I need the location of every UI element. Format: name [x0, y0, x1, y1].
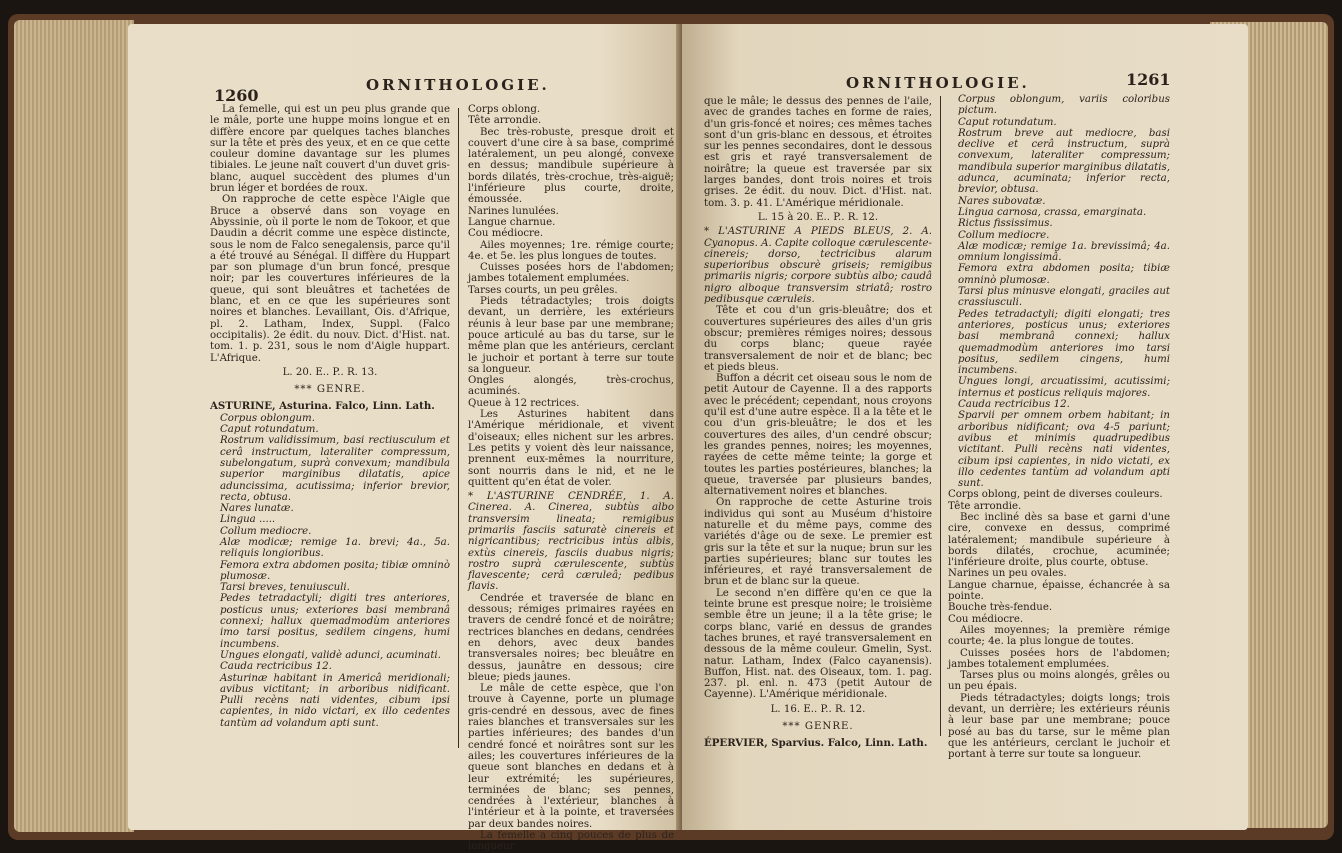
desc-line: Pieds tétradactyles; trois doigts devant, un derrière, les extérieurs réunis à leur base par une membrane; pouce articulé au bas du tarse, sur le même plan que les antérieurs, cerclant le juchoir et portant à terre sur toute sa longueur. — [468, 296, 674, 375]
desc-line: Langue charnue, épaisse, échancrée à sa pointe. — [948, 579, 1170, 603]
desc-line: Pieds tétradactyles; doigts longs; trois devant, un derrière; les extérieurs réunis à leur base par une membrane; pouce posé au bas du tarse, sur le même plan que les antérieurs, cerclant le juchoir et portant à terre sur toute sa longueur. — [948, 692, 1170, 761]
left-column-1 — [210, 104, 450, 729]
latin-line: Ungues longi, arcuatissimi, acutissimi; internus et posticus reliquis majores. — [958, 376, 1170, 399]
paragraph: Tête et cou d'un gris-bleuâtre; dos et couvertures supérieures des ailes d'un gris obscur; premières rémiges noires; dessous du corps blanc; queue rayée transversalement de noir et de blanc; bec et pieds bleus. — [704, 305, 932, 373]
desc-line: Tête arrondie. — [468, 115, 542, 127]
paragraph: La femelle, qui est un peu plus grande que le mâle, porte une huppe moins longue et en diffère encore par quelques taches blanches sur la tête et près des yeux, et en ce que cette couleur domine davantage sur les plumes tibiales. Le jeune naît couvert d'un duvet gris-blanc, auquel succèdent des plumes d'un brun léger et bordées de roux. — [210, 104, 450, 195]
column-rule — [940, 96, 941, 736]
latin-line: Rictus fississimus. — [958, 218, 1053, 230]
paragraph: Le mâle de cette espèce, que l'on trouve à Cayenne, porte un plumage gris-cendré en dessous, avec de fines raies blanches et transversales sur les parties inférieures; des bandes d'un cendré foncé et noirâtres sont sur les ailes; les couvertures inférieures de la queue sont blanches en dedans et à leur extrémité; les supérieures, terminées de blanc; ses pennes, cendrées à l'extérieur, blanches à l'intérieur et à la pointe, et traversées par deux bandes noires. — [468, 683, 674, 830]
paragraph: On rapproche de cette espèce l'Aigle que Bruce a observé dans son voyage en Abyssinie, où il porte le nom de Tokoor, et que Daudin a décrit comme une espèce distincte, sous le nom de Falco senegalensis, parce qu'il a été trouvé au Sénégal. Il diffère du Huppart par son plumage d'un brun foncé, presque noir; par les couvertures inférieures de la queue, qui sont bleuâtres et tachetées de blanc, et en ce que les supérieures sont noires et blanches. Levaillant, Ois. d'Afrique, pl. 2. Latham, Index, Suppl. (Falco occipitalis). 2e édit. du nouv. Dict. d'Hist. nat. tom. 1. p. 231, sous le nom d'Aigle huppart. L'Afrique. — [210, 194, 450, 364]
latin-line: Caput rotundatum. — [220, 424, 319, 436]
genre-heading: *** GENRE. — [294, 384, 366, 396]
right-page — [682, 24, 1248, 830]
paragraph: La femelle a cinq pouces de plus de longueur — [468, 830, 674, 853]
paragraph: que le mâle; le dessus des pennes de l'aile, avec de grandes taches en forme de raies, d'un gris-foncé et noires; ces mêmes taches sont d'un gris-blanc en dessous, et étroites sur les pennes secondaires, dont le dessous est gris et rayé transversalement de noirâtre; la queue est traversée par six larges bandes, dont trois noires et trois grises. 2e édit. du nouv. Dict. d'Hist. nat. tom. 3. p. 41. L'Amérique méridionale. — [704, 96, 932, 209]
desc-line: Cou médiocre. — [468, 228, 544, 240]
latin-line: Pedes tetradactyli; digiti elongati; tres anteriores, posticus unus; exteriores basi membranâ connexi; hallux quemadmodùm anteriores imo tarsi positus, sedilem cingens, humi incumbens. — [958, 308, 1170, 377]
latin-line: Cauda rectricibus 12. — [958, 399, 1070, 411]
latin-line: Tarsi plus minusve elongati, graciles aut crassiusculi. — [958, 286, 1170, 309]
desc-line: Langue charnue. — [468, 216, 556, 228]
desc-line: Ailes moyennes; 1re. rémige courte; 4e. et 5e. les plus longues de toutes. — [468, 239, 674, 262]
latin-line: Alæ modicæ; remige 1a. brevi; 4a., 5a. reliquis longioribus. — [220, 536, 450, 560]
latin-line: Cauda rectricibus 12. — [220, 661, 332, 673]
latin-line: Collum mediocre. — [958, 229, 1050, 241]
latin-line: Femora extra abdomen posita; tibiæ omninò plumosæ. — [220, 559, 450, 582]
latin-line: Nares subovatæ. — [958, 195, 1046, 207]
latin-line: Corpus oblongum, variis coloribus pictum. — [958, 94, 1170, 117]
desc-line: Bec incliné dès sa base et garni d'une cire, convexe en dessus, comprimé latéralement; mandibule supérieure à bords dilatés, crochue, acuminée; l'inférieure droite, plus courte, obtuse. — [948, 511, 1170, 569]
latin-line: Rostrum breve aut mediocre, basi declive et cerâ instructum, suprà convexum, lateraliter compressum; mandibula superior marginibus dilatatis, adunca, acuminata; inferior recta, brevior, obtusa. — [958, 127, 1170, 196]
desc-line: Ongles alongés, très-crochus, acuminés. — [468, 375, 674, 398]
latin-line: Pedes tetradactyli; digiti tres anteriores, posticus unus; exteriores basi membranâ connexi; hallux quemadmodùm anteriores imo tarsi positus, sedilem cingens, humi incumbens. — [220, 593, 450, 650]
measurement-ref: L. 16. E.. P.. R. 12. — [770, 703, 866, 715]
species-heading: * L'ASTURINE A PIEDS BLEUS, 2. A. Cyanopus. A. Capite colloque cærulescente-cinereis; dorso, tectricibus alarum superioribus obscurè griseis; remigibus primariis nigris; corpore subtùs albo; caudâ nigro alboque transversim striatâ; rostro pedibusque cæruleis. — [704, 226, 932, 306]
desc-line: Tarses courts, un peu grêles. — [468, 284, 618, 296]
latin-line: Lingua carnosa, crassa, emarginata. — [958, 206, 1147, 218]
latin-line: Ungues elongati, validè adunci, acuminati. — [220, 649, 441, 661]
left-page — [128, 24, 684, 853]
desc-line: Narines lunulées. — [468, 205, 559, 217]
latin-line: Tarsi breves, tenuiusculi. — [220, 582, 350, 594]
genus-heading: ÉPERVIER, Sparvius. Falco, Linn. Lath. — [704, 737, 928, 750]
genre-heading: *** GENRE. — [782, 721, 854, 733]
desc-line: Tarses plus ou moins alongés, grêles ou un peu épais. — [948, 670, 1170, 693]
right-column-1 — [704, 96, 932, 750]
desc-line: Les Asturines habitent dans l'Amérique méridionale, et vivent d'oiseaux; elles nichent sur les arbres. Les petits y voient dès leur naissance, prennent eux-mêmes la nourriture, sont nourris dans le nid, et ne le quittent qu'en état de voler. — [468, 409, 674, 488]
desc-line: Corps oblong, peint de diverses couleurs. — [948, 489, 1163, 501]
paragraph: Cendrée et traversée de blanc en dessous; rémiges primaires rayées en travers de cendré foncé et de noirâtre; rectrices blanches en dedans, cendrées en dehors, avec deux bandes transversales noires; bec bleuâtre en dessus, jaunâtre en dessous; cire bleue; pieds jaunes. — [468, 592, 674, 683]
desc-line: Cuisses posées hors de l'abdomen; jambes totalement emplumées. — [948, 647, 1170, 670]
latin-line: Femora extra abdomen posita; tibiæ omninò plumosæ. — [958, 263, 1170, 286]
desc-line: Cou médiocre. — [948, 613, 1024, 625]
latin-line: Asturinæ habitant in Americâ meridionali; avibus victitant; in arboribus nidificant. Pulli recèns nati videntes, cibum ipsi capientes, in nido victari, ex illo cedentes tantùm ad volandum apti sunt. — [220, 672, 450, 729]
desc-line: Bouche très-fendue. — [948, 602, 1053, 614]
latin-line: Rostrum validissimum, basi rectiusculum et cerâ instructum, lateraliter compressum, subelongatum, suprà convexum; mandibula superior marginibus dilatatis, apice aduncissima, acutissima; inferior brevior, recta, obtusa. — [220, 435, 450, 503]
column-rule — [458, 108, 459, 748]
right-column-2 — [948, 94, 1170, 761]
latin-line: Collum mediocre. — [220, 525, 312, 537]
latin-line: Corpus oblongum. — [220, 412, 315, 424]
genus-heading: ASTURINE, Asturina. Falco, Linn. Lath. — [210, 400, 435, 413]
page-number-right: 1261 — [1126, 70, 1171, 89]
desc-line: Corps oblong. — [468, 104, 541, 115]
desc-line: Queue à 12 rectrices. — [468, 397, 580, 409]
paragraph: On rapproche de cette Asturine trois individus qui sont au Muséum d'histoire naturelle et du même pays, comme des variétés d'âge ou de sexe. Le premier est gris sur la tête et sur la nuque; brun sur les parties supérieures; blanc sur toutes les inférieures, et rayé transversalement de brun et de blanc sur la queue. — [704, 497, 932, 588]
latin-line: Caput rotundatum. — [958, 116, 1057, 128]
desc-line: Bec très-robuste, presque droit et couvert d'une cire à sa base, comprimé latéralement, un peu alongé, convexe en dessus; mandibule supérieure à bords dilatés, très-crochue, très-aiguë; l'inférieure plus courte, droite, émoussée. — [468, 126, 674, 206]
desc-line: Tête arrondie. — [948, 500, 1022, 512]
paragraph: Buffon a décrit cet oiseau sous le nom de petit Autour de Cayenne. Il a des rapports avec le précédent; cependant, nous croyons qu'il est d'une autre espèce. Il a la tête et le cou d'un gris-bleuâtre; le dos et les couvertures des ailes, d'un cendré obscur; les grandes pennes, noires; les moyennes, rayées de cette même teinte; la gorge et toutes les parties postérieures, blanches; la queue, traversée par plusieurs bandes, alternativement noires et blanches. — [704, 373, 932, 498]
left-column-2 — [468, 104, 674, 853]
latin-line: Sparvii per omnem orbem habitant; in arboribus nidificant; ova 4-5 pariunt; avibus et minimis quadrupedibus victitant. Pulli recèns nati videntes, cibum ipsi capientes, in nido victati, ex illo cedentes tantùm ad volandum apti sunt. — [958, 410, 1170, 490]
latin-line: Lingua ..... — [220, 514, 276, 526]
running-head-right: ORNITHOLOGIE. — [846, 74, 1030, 92]
left-page-edges — [14, 20, 134, 832]
running-head-left: ORNITHOLOGIE. — [366, 76, 550, 94]
latin-line: Alæ modicæ; remige 1a. brevissimâ; 4a. omnium longissimâ. — [958, 240, 1170, 264]
desc-line: Cuisses posées hors de l'abdomen; jambes totalement emplumées. — [468, 262, 674, 285]
paragraph: Le second n'en diffère qu'en ce que la teinte brune est presque noire; le troisième semble être un jeune; il a la tête grise; le corps blanc, varié en dessus de grandes taches brunes, et rayé transversalement en dessous de la même couleur. Gmelin, Syst. natur. Latham, Index (Falco cayanensis). Buffon, Hist. nat. des Oiseaux, tom. 1. pag. 237. pl. enl. n. 473 (petit Autour de Cayenne). L'Amérique méridionale. — [704, 587, 932, 701]
species-heading: * L'ASTURINE CENDRÉE, 1. A. Cinerea. A. Cinerea, subtùs albo transversim lineata; remigibus primariis fasciis saturatè cinereis et nigricantibus; rectricibus intùs albis, extùs cinereis, fasciis duabus nigris; rostro suprà cærulescente, subtùs flavescente; cerâ cæruleâ; pedibus flavis. — [468, 491, 674, 593]
desc-line: Ailes moyennes; la première rémige courte; 4e. la plus longue de toutes. — [948, 624, 1170, 648]
latin-line: Nares lunatæ. — [220, 503, 294, 515]
desc-line: Narines un peu ovales. — [948, 568, 1067, 580]
page-number-left: 1260 — [214, 86, 259, 105]
measurement-ref: L. 20. E.. P.. R. 13. — [282, 366, 378, 378]
measurement-ref: L. 15 à 20. E.. P.. R. 12. — [757, 211, 879, 223]
